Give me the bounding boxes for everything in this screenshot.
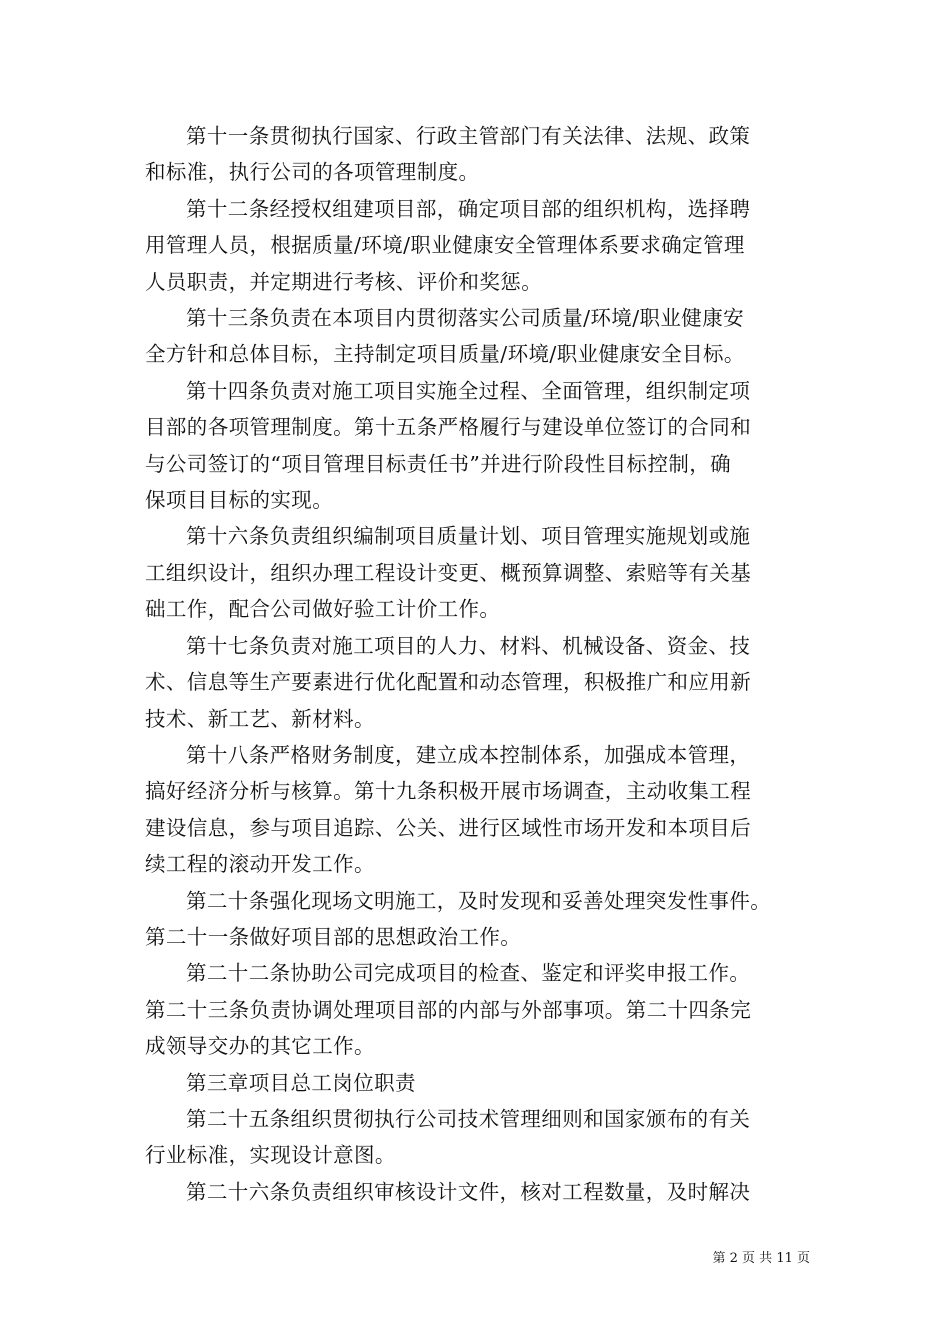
paragraph-article-17: 第十七条负责对施工项目的人力、材料、机械设备、资金、技 术、信息等生产要素进行优化配置和动态管理，积极推广和应用新 技术、新工艺、新材料。 <box>145 633 752 731</box>
paragraph-article-22-24: 第二十二条协助公司完成项目的检查、鉴定和评奖申报工作。 第二十三条负责协调处理项目部的内部与外部事项。第二十四条完 成领导交办的其它工作。 <box>145 961 752 1059</box>
paragraph-article-20-21: 第二十条强化现场文明施工，及时发现和妥善处理突发性事件。 第二十一条做好项目部的思想政治工作。 <box>145 888 772 949</box>
page-number: 第 2 页 共 11 页 <box>712 1251 810 1266</box>
paragraph-article-12: 第十二条经授权组建项目部，确定项目部的组织机构，选择聘 用管理人员，根据质量/环境/职业健康安全管理体系要求确定管理 人员职责，并定期进行考核、评价和奖惩。 <box>145 196 751 294</box>
paragraph-article-18-19: 第十八条严格财务制度，建立成本控制体系，加强成本管理， 搞好经济分析与核算。第十九条积极开展市场调查，主动收集工程 建设信息，参与项目追踪、公关、进行区域性市场开发和本项目后 续工程的滚动开发工作。 <box>145 742 752 877</box>
paragraph-article-13: 第十三条负责在本项目内贯彻落实公司质量/环境/职业健康安 全方针和总体目标，主持制定项目质量/环境/职业健康安全目标。 <box>145 306 745 367</box>
paragraph-article-16: 第十六条负责组织编制项目质量计划、项目管理实施规划或施 工组织设计，组织办理工程设计变更、概预算调整、索赔等有关基 础工作，配合公司做好验工计价工作。 <box>145 524 752 622</box>
document-body <box>145 118 810 1210</box>
paragraph-article-14-15: 第十四条负责对施工项目实施全过程、全面管理，组织制定项 目部的各项管理制度。第十五条严格履行与建设单位签订的合同和 与公司签订的“项目管理目标责任书”并进行阶段性目标控制，确 保项目目标的实现。 <box>145 378 752 513</box>
paragraph-article-26: 第二十六条负责组织审核设计文件，核对工程数量，及时解决 <box>186 1179 751 1204</box>
paragraph-article-11: 第十一条贯彻执行国家、行政主管部门有关法律、法规、政策 和标准，执行公司的各项管理制度。 <box>145 124 751 185</box>
paragraph-article-25: 第二十五条组织贯彻执行公司技术管理细则和国家颁布的有关 行业标准，实现设计意图。 <box>145 1106 751 1168</box>
chapter-heading: 第三章项目总工岗位职责 <box>186 1070 416 1095</box>
